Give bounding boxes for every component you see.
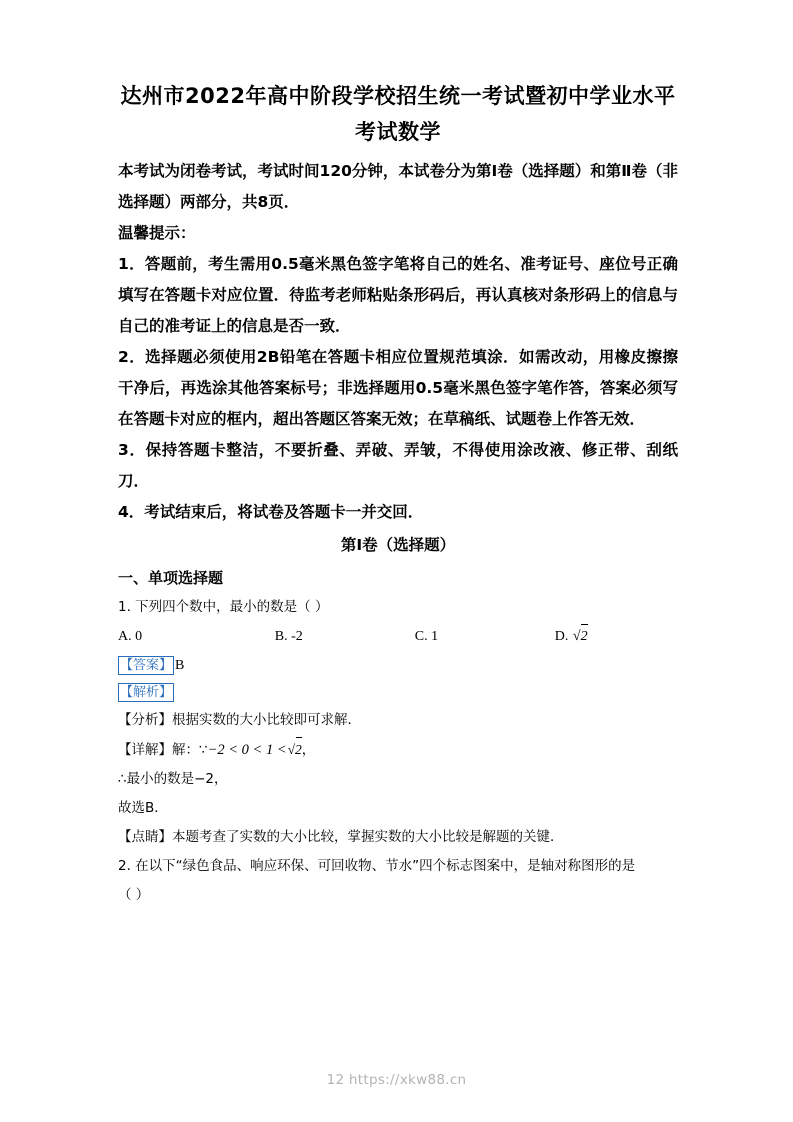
question-1-fenxi xyxy=(118,706,678,735)
option-d-label: D. xyxy=(554,629,569,644)
xiangjie-prefix: 解：∵ xyxy=(172,742,208,758)
tip-item-2: 2．选择题必须使用2B铅笔在答题卡相应位置规范填涂．如需改动，用橡皮擦擦干净后，再选涂其他答案标号；非选择题用0.5毫米黑色签字笔作答，答案必须写在答题卡对应的框内，超出答题区答案无效；在草稿纸、试题卷上作答无效． xyxy=(118,348,678,428)
title-line-1: 达州市2022年高中阶段学校招生统一考试暨初中学业水平 xyxy=(120,84,676,108)
dianjing-tag: 【点睛】 xyxy=(118,829,172,845)
option-d xyxy=(555,622,678,652)
option-d-radicand: 2 xyxy=(580,629,588,644)
question-1-conclusion: ∴最小的数是−2， xyxy=(118,771,228,787)
question-1-options xyxy=(118,622,678,652)
question-1-xiangjie xyxy=(118,735,678,765)
dianjing-text: 本题考查了实数的大小比较，掌握实数的大小比较是解题的关键． xyxy=(172,829,564,845)
exam-intro-paragraph: 本考试为闭卷考试，考试时间120分钟，本试卷分为第Ⅰ卷（选择题）和第Ⅱ卷（非选择题）两部分，共8页． xyxy=(118,162,678,211)
analysis-tag: 【解析】 xyxy=(120,685,173,700)
title-line-2: 考试数学 xyxy=(355,120,441,144)
fenxi-text: 根据实数的大小比较即可求解． xyxy=(172,712,361,728)
tips-heading: 温馨提示： xyxy=(118,224,196,242)
option-b-text: -2 xyxy=(291,629,303,644)
xiangjie-tag: 【详解】 xyxy=(118,742,172,758)
tip-item-3: 3．保持答题卡整洁，不要折叠、弄破、弄皱，不得使用涂改液、修正带、刮纸刀． xyxy=(118,441,678,490)
option-c-label: C. xyxy=(414,629,428,644)
answer-value: B xyxy=(175,658,185,673)
option-c xyxy=(415,622,555,652)
document-content xyxy=(118,78,678,910)
question-1-analysis-tag xyxy=(118,679,678,706)
question-1-choice: 故选B． xyxy=(118,800,168,816)
xiangjie-sqrt: √ 2 xyxy=(287,735,302,764)
page-title xyxy=(118,78,678,150)
xiangjie-math-pre: −2 < 0 < 1 < xyxy=(207,742,287,758)
option-a-label: A. xyxy=(118,629,132,644)
option-b-label: B. xyxy=(274,629,288,644)
question-1-answer xyxy=(118,652,678,679)
option-d-sqrt: √ 2 xyxy=(572,622,588,652)
xiangjie-math-post: ， xyxy=(301,742,316,758)
xiangjie-radicand: 2 xyxy=(295,742,302,757)
option-a-text: 0 xyxy=(135,629,143,644)
option-b xyxy=(275,622,415,652)
question-2-stem-continuation: （ ） xyxy=(118,887,150,903)
question-1-stem: 1. 下列四个数中，最小的数是（ ） xyxy=(118,599,329,615)
tip-item-4: 4．考试结束后，将试卷及答题卡一并交回． xyxy=(118,503,424,521)
section-heading-single-choice: 一、单项选择题 xyxy=(118,569,224,587)
question-2-stem: 2. 在以下“绿色食品、响应环保、可回收物、节水”四个标志图案中，是轴对称图形的是 xyxy=(118,858,636,874)
answer-tag: 【答案】 xyxy=(120,658,173,673)
option-a xyxy=(118,622,275,652)
part-one-heading: 第Ⅰ卷（选择题） xyxy=(340,536,456,554)
option-c-text: 1 xyxy=(431,629,439,644)
fenxi-tag: 【分析】 xyxy=(118,712,172,728)
page-footer: 12 https://xkw88.cn xyxy=(326,1072,467,1088)
question-1-dianjing xyxy=(118,823,678,852)
tip-item-1: 1．答题前，考生需用0.5毫米黑色签字笔将自己的姓名、准考证号、座位号正确填写在答题卡对应位置．待监考老师粘贴条形码后，再认真核对条形码上的信息与自己的准考证上的信息是否一致． xyxy=(118,255,678,335)
